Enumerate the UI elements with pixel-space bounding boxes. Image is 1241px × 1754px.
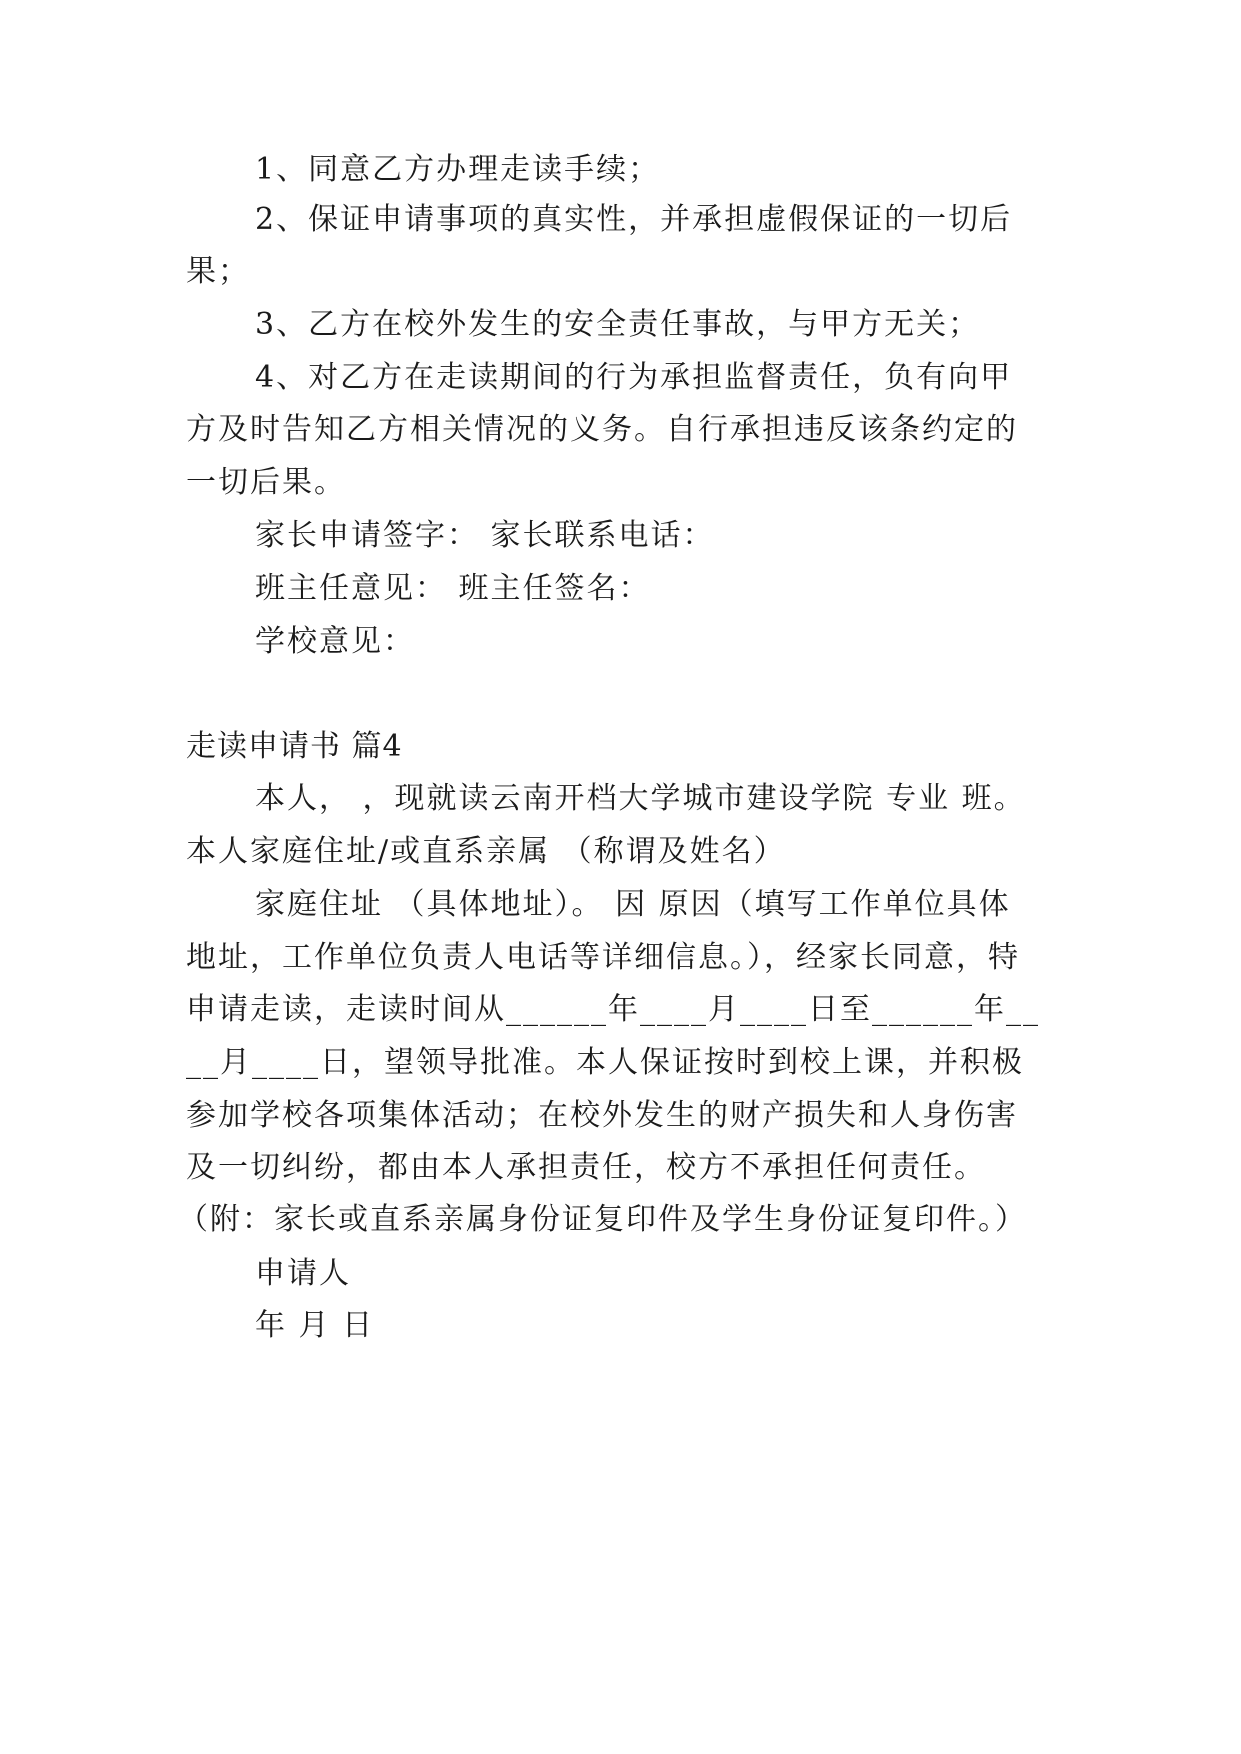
clause-2-line-1: 2、保证申请事项的真实性，并承担虚假保证的一切后 [255,202,1013,237]
clause-2-line-2: 果； [186,254,250,289]
clause-3: 3、乙方在校外发生的安全责任事故，与甲方无关； [255,307,981,342]
para1-line-1: 本人， ，现就读云南开档大学城市建设学院 专业 班。 [255,781,1026,816]
clause-4-line-3: 一切后果。 [186,465,346,500]
clause-1: 1、同意乙方办理走读手续； [255,152,661,187]
para2-line-7: （附：家长或直系亲属身份证复印件及学生身份证复印件。） [178,1202,1027,1237]
teacher-opinion-line: 班主任意见： 班主任签名： [255,571,651,606]
para1-line-2: 本人家庭住址/或直系亲属 （称谓及姓名） [186,834,786,869]
para2-line-6: 及一切纠纷，都由本人承担责任，校方不承担任何责任。 [186,1150,986,1185]
parent-signature-line: 家长申请签字： 家长联系电话： [255,518,715,553]
applicant-label: 申请人 [255,1256,351,1291]
para2-line-4: __月____日，望领导批准。本人保证按时到校上课，并积极 [186,1045,1024,1080]
clause-4-line-1: 4、对乙方在走读期间的行为承担监督责任，负有向甲 [255,360,1013,395]
school-opinion-line: 学校意见： [255,624,415,659]
para2-line-2: 地址，工作单位负责人电话等详细信息。），经家长同意，特 [186,940,1020,975]
para2-line-3: 申请走读，走读时间从______年____月____日至______年__ [186,992,1040,1027]
para2-line-5: 参加学校各项集体活动；在校外发生的财产损失和人身伤害 [186,1098,1018,1133]
section-title: 走读申请书 篇4 [186,729,403,764]
para2-line-1: 家庭住址 （具体地址）。 因 原因（填写工作单位具体 [255,887,1011,922]
date-line: 年 月 日 [255,1308,375,1343]
clause-4-line-2: 方及时告知乙方相关情况的义务。自行承担违反该条约定的 [186,412,1018,447]
